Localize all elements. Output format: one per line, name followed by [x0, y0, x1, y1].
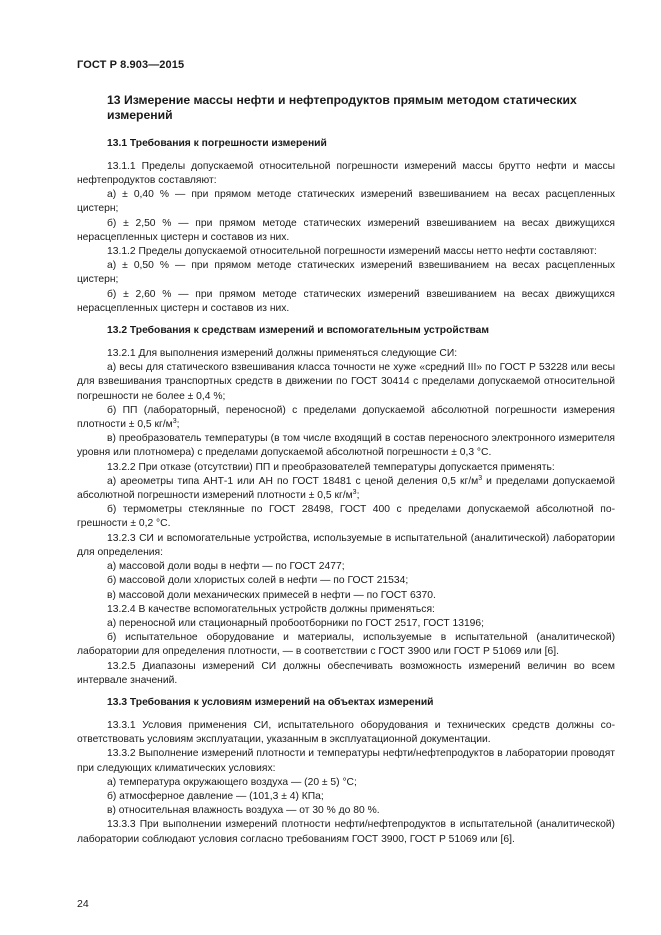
paragraph: 13.2.4 В качестве вспомогательных устройств должны применяться: [107, 603, 435, 615]
paragraph: а) ± 0,40 % — при прямом методе статических измерений взвешиванием на весах расцепленных цистерн; [77, 189, 615, 215]
paragraph-text: а) ареометры типа АНТ-1 или АН по ГОСТ 18481 с ценой деления 0,5 кг/м [107, 475, 479, 487]
document-code: ГОСТ Р 8.903—2015 [77, 59, 185, 71]
paragraph-text: б) ПП (лабораторный, переносной) с пределами допускаемой абсолютной погрешности измерения плотности ± 0,5 кг/м [77, 404, 615, 431]
subsection-title-13-3: 13.3 Требования к условиям измерений на объектах измерений [107, 696, 434, 708]
paragraph-text: ; [176, 419, 180, 431]
page-number: 24 [77, 898, 89, 910]
paragraph: 13.3.3 При выполнении измерений плотности нефти/нефтепродуктов в испытательной (аналитической) лаборатории соблюдают условия согласно требованиям ГОСТ 3900, ГОСТ Р 51069 или [6]. [77, 819, 615, 845]
paragraph [77, 404, 615, 432]
paragraph: а) массовой доли воды в нефти — по ГОСТ 2477; [107, 561, 345, 573]
superscript: 3 [478, 474, 483, 482]
paragraph: б) атмосферное давление — (101,3 ± 4) КПа; [107, 790, 324, 802]
paragraph: а) температура окружающего воздуха — (20 ± 5) °С; [107, 776, 357, 788]
paragraph: 13.2.1 Для выполнения измерений должны применяться следующие СИ: [107, 348, 458, 360]
paragraph: 13.2.3 СИ и вспомогательные устройства, используемые в испытательной (аналитической) лаборатории для определения: [77, 532, 615, 558]
page-content [77, 90, 615, 847]
paragraph: в) преобразователь температуры (в том числе входящий в состав переносного электронного измерителя уровня или плотномера) с пределами допускаемой абсолютной погрешности ± 0,3 °С. [77, 433, 615, 459]
paragraph: в) массовой доли механических примесей в нефти — по ГОСТ 6370. [107, 589, 436, 601]
paragraph: 13.1.2 Пределы допускаемой относительной погрешности измерений массы нетто нефти составляют: [107, 246, 597, 258]
paragraph: 13.1.1 Пределы допускаемой относительной погрешности измерений массы брутто нефти и массы нефтепродуктов составляют: [77, 160, 615, 187]
paragraph: б) термометры стеклянные по ГОСТ 28498, ГОСТ 400 с пределами допускаемой абсолютной погрешности ± 0,2 °С. [77, 504, 615, 530]
paragraph: б) ± 2,50 % — при прямом методе статических измерений взвешиванием на весах движущихся нерасцепленных цистерн и составов из них. [77, 217, 615, 243]
paragraph [77, 475, 615, 503]
paragraph: а) весы для статического взвешивания класса точности не хуже «средний III» по ГОСТ Р 53228 или весы для взвешивания транспортных средств в движении по ГОСТ 30414 с пределами допускаемой относительной погрешности не более ± 0,4 %; [77, 362, 615, 402]
paragraph: а) переносной или стационарный пробоотборники по ГОСТ 2517, ГОСТ 13196; [107, 617, 484, 629]
paragraph: 13.2.2 При отказе (отсутствии) ПП и преобразователей температуры допускается применять: [107, 461, 555, 473]
paragraph-text: и пределами допускаемой абсолютной погрешности измерений плотности ± 0,5 кг/м [77, 475, 615, 502]
paragraph: 13.3.2 Выполнение измерений плотности и температуры нефти/нефтепродуктов в лаборатории проводят при следующих климатических условиях: [77, 748, 615, 774]
subsection-title-13-1: 13.1 Требования к погрешности измерений [107, 137, 327, 149]
section-title: 13 Измерение массы нефти и нефтепродуктов прямым методом статических измерений [107, 93, 577, 123]
superscript: 3 [352, 489, 357, 497]
paragraph: а) ± 0,50 % — при прямом методе статических измерений взвешиванием на весах расцепленных цистерн; [77, 260, 615, 286]
paragraph: 13.3.1 Условия применения СИ, испытательного оборудования и технических средств должны соответствовать условиям эксплуатации, указанным в эксплуатационной документации. [77, 719, 615, 746]
paragraph: б) массовой доли хлористых солей в нефти — по ГОСТ 21534; [107, 575, 409, 587]
subsection-title-13-2: 13.2 Требования к средствам измерений и вспомогательным устройствам [107, 325, 490, 337]
paragraph: б) ± 2,60 % — при прямом методе статических измерений взвешиванием на весах движущихся нерасцепленных цистерн и составов из них. [77, 288, 615, 314]
paragraph-text: ; [356, 490, 360, 502]
superscript: 3 [172, 418, 177, 426]
paragraph: б) испытательное оборудование и материалы, используемые в испытательной (аналитической) лаборатории для определения плотности, — в соответствии с ГОСТ 3900 или ГОСТ Р 51069 или [6]. [77, 632, 615, 658]
paragraph: в) относительная влажность воздуха — от 30 % до 80 %. [107, 805, 380, 817]
paragraph: 13.2.5 Диапазоны измерений СИ должны обеспечивать возможность измерений величин во всем интервале значений. [77, 660, 615, 686]
